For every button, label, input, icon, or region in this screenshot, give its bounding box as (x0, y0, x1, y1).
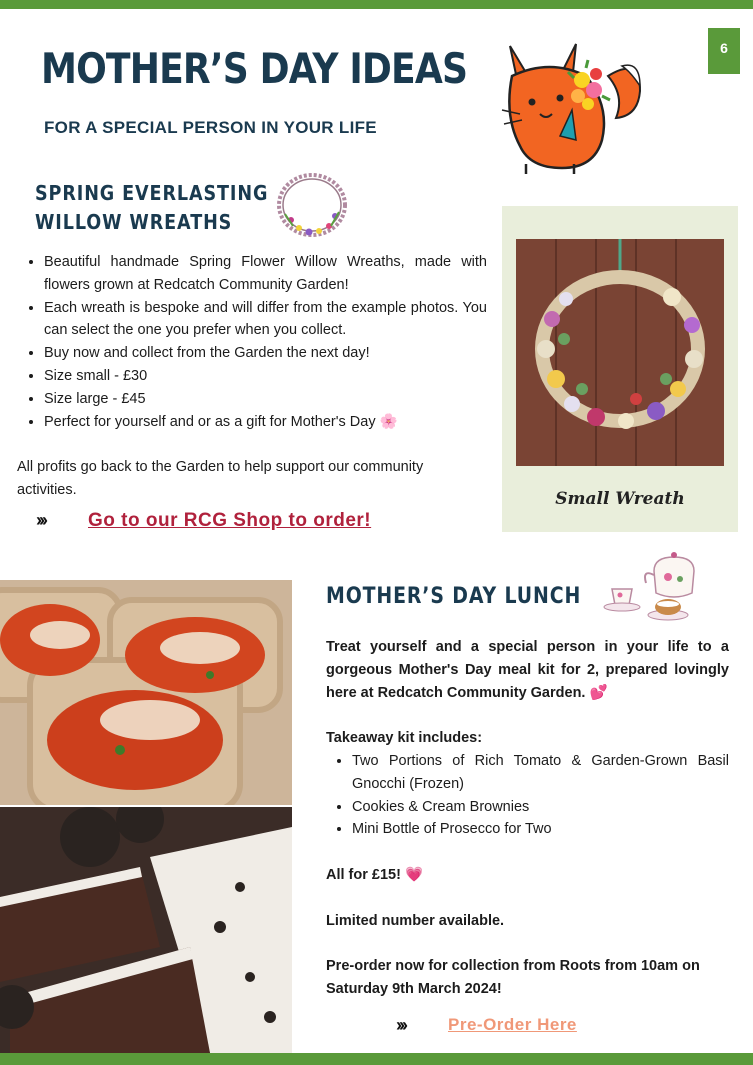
lunch-intro: Treat yourself and a special person in your life to a gorgeous Mother's Day meal kit for 2, prepared lovingly here at Redcatch Community Garden. 💕 (326, 639, 729, 701)
list-item: • Mini Bottle of Prosecco for Two (352, 818, 729, 841)
kit-heading: Takeaway kit includes: (326, 730, 483, 747)
kit-items-list (326, 750, 729, 841)
small-wreath-photo (516, 239, 724, 466)
fox-with-bouquet-illustration (490, 36, 650, 176)
lunch-heading: MOTHER’S DAY LUNCH (326, 584, 582, 609)
list-item: • Perfect for yourself and or as a gift for Mother's Day 🌸 (44, 411, 487, 434)
list-item: • Buy now and collect from the Garden the next day! (44, 342, 487, 365)
preorder-link[interactable]: Pre-Order Here (448, 1015, 577, 1034)
brownies-photo (0, 807, 292, 1053)
collection-note: Pre-order now for collection from Roots from 10am on Saturday 9th March 2024! (326, 958, 700, 997)
page-title: MOTHER’S DAY IDEAS (41, 44, 468, 93)
photo-caption: Small Wreath (555, 489, 685, 509)
gnocchi-photo (0, 580, 292, 805)
wreaths-heading-line2: WILLOW WREATHS (35, 210, 233, 234)
bottom-accent-bar (0, 1053, 753, 1065)
list-item: • Size large - £45 (44, 388, 487, 411)
list-item: • Each wreath is bespoke and will differ from the example photos. You can select the one you prefer when you collect. (44, 297, 487, 343)
list-item: • Two Portions of Rich Tomato & Garden-Grown Basil Gnocchi (Frozen) (352, 750, 729, 796)
gnocchi-image (0, 580, 292, 805)
limited-note: Limited number available. (326, 912, 505, 929)
rcg-shop-link[interactable]: Go to our RCG Shop to order! (88, 510, 372, 531)
wreaths-bullet-list (18, 251, 487, 433)
small-wreath-photo-card (502, 206, 738, 532)
list-item: • Size small - £30 (44, 365, 487, 388)
teaset-icon (592, 549, 706, 627)
arrows-icon: ››› (36, 510, 45, 530)
lunch-price: All for £15! 💗 (326, 866, 424, 883)
page-number-badge: 6 (708, 28, 740, 74)
wreath-photo-image (516, 239, 724, 466)
brownies-image (0, 807, 292, 1053)
list-item: • Beautiful handmade Spring Flower Willow Wreaths, made with flowers grown at Redcatch Community Garden! (44, 251, 487, 297)
lunch-details (326, 636, 729, 1001)
arrows-icon: ››› (396, 1015, 405, 1035)
wreath-icon (273, 168, 351, 242)
profits-note: All profits go back to the Garden to help support our community activities. (17, 459, 424, 498)
list-item: • Cookies & Cream Brownies (352, 796, 729, 819)
wreaths-heading-line1: SPRING EVERLASTING (35, 181, 269, 205)
top-accent-bar (0, 0, 753, 9)
page-subtitle: FOR A SPECIAL PERSON IN YOUR LIFE (44, 118, 377, 137)
wreaths-heading (35, 179, 268, 237)
